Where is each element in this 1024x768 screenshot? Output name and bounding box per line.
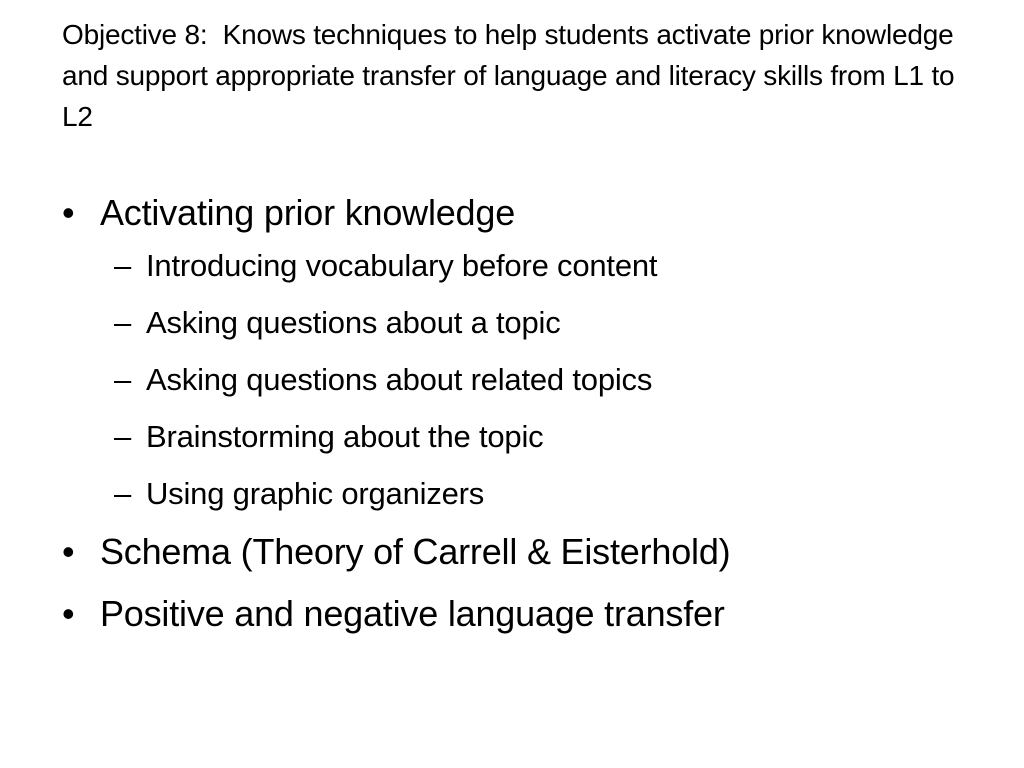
dash-icon: – [114, 305, 132, 340]
sub-item-questions-topic [62, 301, 982, 344]
bullet-icon: • [62, 192, 75, 233]
bullet-icon: • [62, 531, 75, 572]
sub-item-text: Asking questions about a topic [146, 305, 561, 340]
sub-item-graphic-organizers [62, 472, 982, 515]
bullet-item-schema [62, 527, 982, 577]
bullet-list [62, 188, 982, 651]
bullet-text: Activating prior knowledge [100, 192, 516, 233]
bullet-text: Positive and negative language transfer [100, 593, 725, 634]
sub-item-text: Asking questions about related topics [146, 362, 653, 397]
bullet-item-transfer [62, 589, 982, 639]
bullet-icon: • [62, 593, 75, 634]
sub-item-text: Using graphic organizers [146, 476, 485, 511]
dash-icon: – [114, 362, 132, 397]
sub-item-questions-related [62, 358, 982, 401]
dash-icon: – [114, 419, 132, 454]
sub-item-text: Introducing vocabulary before content [146, 248, 658, 283]
dash-icon: – [114, 476, 132, 511]
sub-item-vocabulary [62, 244, 982, 287]
sub-item-brainstorming [62, 415, 982, 458]
bullet-item-activating [62, 188, 982, 515]
sub-item-text: Brainstorming about the topic [146, 419, 544, 454]
bullet-text: Schema (Theory of Carrell & Eisterhold) [100, 531, 731, 572]
dash-icon: – [114, 248, 132, 283]
slide-title: Objective 8: Knows techniques to help students activate prior knowledge and support appropriate transfer of language and literacy skills from L1 to L2 [62, 19, 962, 132]
sub-bullet-list [62, 244, 982, 515]
